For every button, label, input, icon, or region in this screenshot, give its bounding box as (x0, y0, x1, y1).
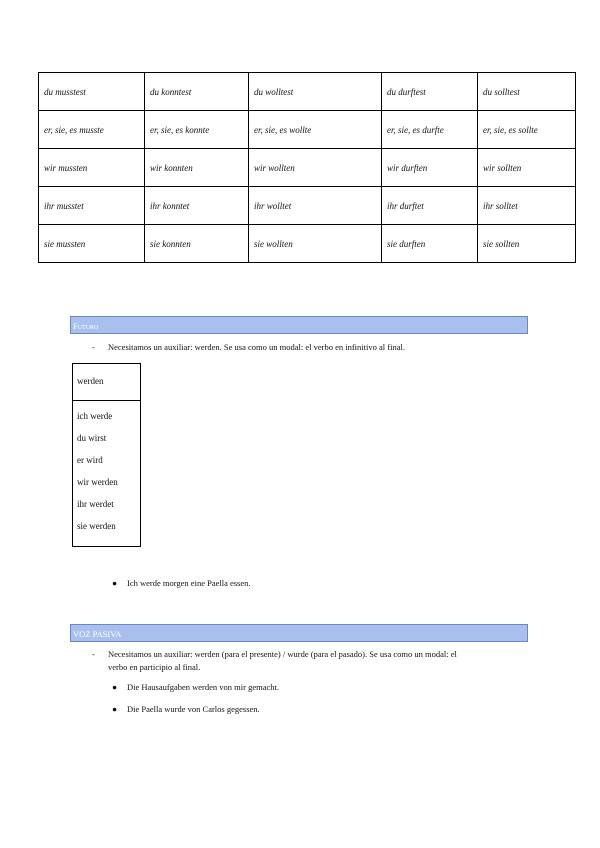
conjugation-cell: wir konnten (145, 149, 249, 187)
bullet-marker: ● (112, 682, 118, 692)
werden-conjugation-table (72, 363, 141, 547)
conjugation-cell: wir durften (382, 149, 478, 187)
conjugation-cell: er, sie, es durfte (382, 111, 478, 149)
conjugation-cell: ihr musstet (39, 187, 145, 225)
werden-form: wir werden (77, 477, 118, 487)
conjugation-cell: er, sie, es wollte (249, 111, 382, 149)
voz-pasiva-rule-line1: Necesitamos un auxiliar: werden (para el presente) / wurde (para el pasado). Se usa como un modal: el (108, 649, 457, 659)
futuro-example-text: Ich werde morgen eine Paella essen. (127, 578, 251, 588)
voz-pasiva-heading (70, 624, 528, 642)
conjugation-cell: sie konnten (145, 225, 249, 263)
conjugation-cell: er, sie, es sollte (478, 111, 576, 149)
futuro-rule-text: Necesitamos un auxiliar: werden. Se usa como un modal: el verbo en infinitivo al final. (108, 342, 405, 352)
voz-pasiva-example-text: Die Hausaufgaben werden von mir gemacht. (127, 682, 279, 692)
conjugation-cell: sie wollten (249, 225, 382, 263)
conjugation-cell: du musstest (39, 73, 145, 111)
futuro-rule (92, 341, 532, 353)
conjugation-cell: du durftest (382, 73, 478, 111)
voz-pasiva-heading-text: VOZ PASIVA (73, 629, 122, 639)
conjugation-cell: sie mussten (39, 225, 145, 263)
conjugation-cell: sie sollten (478, 225, 576, 263)
werden-forms-list (73, 401, 140, 541)
werden-form: du wirst (77, 433, 107, 443)
werden-table-header: werden (73, 364, 140, 401)
voz-pasiva-rule (92, 648, 532, 674)
futuro-heading-text: Futuro (73, 321, 99, 331)
conjugation-cell: du konntest (145, 73, 249, 111)
conjugation-cell: wir wollten (249, 149, 382, 187)
dash-marker: - (92, 649, 95, 659)
werden-form: ich werde (77, 411, 113, 421)
conjugation-row (39, 111, 576, 149)
conjugation-row (39, 149, 576, 187)
bullet-marker: ● (112, 578, 118, 588)
conjugation-cell: ihr konntet (145, 187, 249, 225)
voz-pasiva-rule-line2: verbo en participio al final. (108, 662, 201, 672)
conjugation-cell: er, sie, es konnte (145, 111, 249, 149)
bullet-marker: ● (112, 704, 118, 714)
conjugation-cell: ihr solltet (478, 187, 576, 225)
conjugation-cell: er, sie, es musste (39, 111, 145, 149)
conjugation-row (39, 225, 576, 263)
futuro-heading (70, 316, 528, 334)
conjugation-cell: du solltest (478, 73, 576, 111)
werden-form: sie werden (77, 521, 116, 531)
conjugation-row (39, 73, 576, 111)
conjugation-cell: du wolltest (249, 73, 382, 111)
conjugation-cell: wir mussten (39, 149, 145, 187)
modal-verbs-conjugation-table (38, 72, 576, 263)
conjugation-cell: sie durften (382, 225, 478, 263)
werden-form: ihr werdet (77, 499, 114, 509)
conjugation-cell: wir sollten (478, 149, 576, 187)
dash-marker: - (92, 342, 95, 352)
conjugation-row (39, 187, 576, 225)
voz-pasiva-example-text: Die Paella wurde von Carlos gegessen. (127, 704, 260, 714)
werden-form: er wird (77, 455, 103, 465)
conjugation-cell: ihr durftet (382, 187, 478, 225)
conjugation-cell: ihr wolltet (249, 187, 382, 225)
